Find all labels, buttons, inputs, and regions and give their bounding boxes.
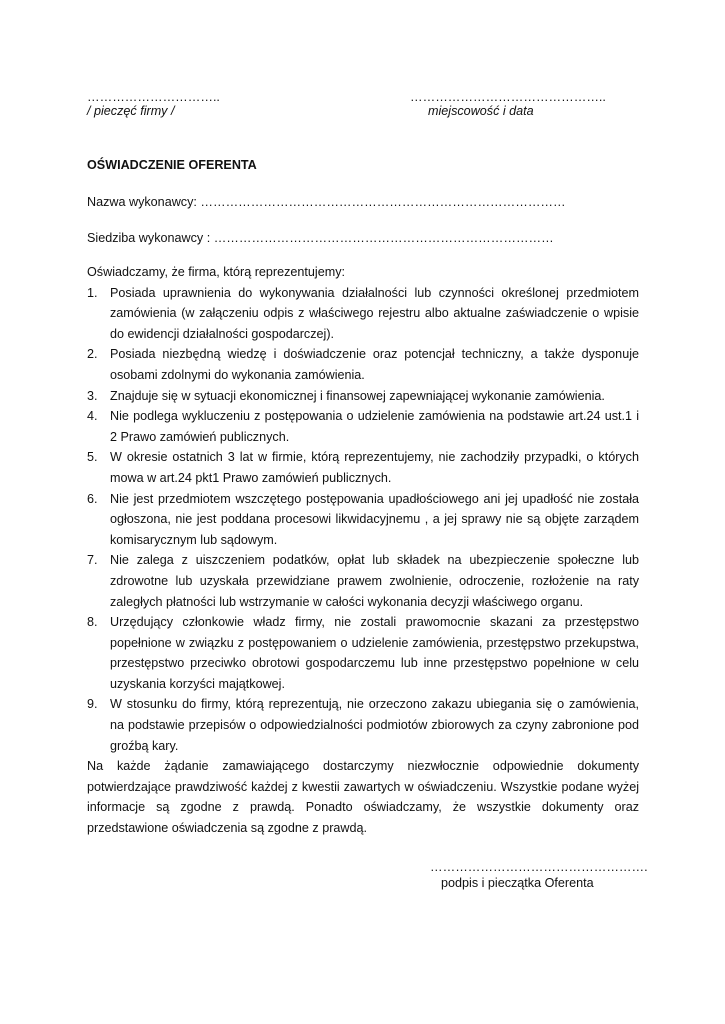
list-item-text: Nie podlega wykluczeniu z postępowania o udzielenie zamówienia na podstawie art.24 ust.1 i 2 Prawo zamówień publicznych. <box>110 409 639 444</box>
list-item <box>87 694 639 756</box>
place-date-dots: ……………………………………….. <box>410 90 606 104</box>
list-item <box>87 489 639 551</box>
list-item-number: 6. <box>87 491 98 506</box>
list-item-number: 3. <box>87 388 98 403</box>
stamp-label: / pieczęć firmy / <box>87 104 175 118</box>
closing-paragraph: Na każde żądanie zamawiającego dostarczymy niezwłocznie odpowiednie dokumenty potwierdzające prawdziwość każdej z kwestii zawartych w oświadczeniu. Wszystkie podane wyżej informacje są zgodne z prawdą. Ponadto oświadczamy, że wszystkie dokumenty oraz przedstawione oświadczenia są zgodne z prawdą. <box>87 759 639 836</box>
list-item-number: 8. <box>87 615 98 630</box>
list-item-number: 2. <box>87 347 98 362</box>
list-item-text: Nie zalega z uiszczeniem podatków, opłat lub składek na ubezpieczenie społeczne lub zdrowotne lub uzyskała przewidziane prawem zwolnienie, odroczenie, rozłożenie na raty zaległych płatności lub wstrzymanie w całości wykonania decyzji właściwego organu. <box>110 553 639 609</box>
list-item <box>87 386 639 407</box>
list-item-number: 7. <box>87 553 98 568</box>
list-item-text: Znajduje się w sytuacji ekonomicznej i finansowej zapewniającej wykonanie zamówienia. <box>110 388 605 403</box>
list-item <box>87 406 639 447</box>
list-item-text: Nie jest przedmiotem wszczętego postępowania upadłościowego ani jej upadłość nie została ogłoszona, nie jest poddana procesowi likwidacyjnemu , a jej sprawy nie są objęte zarządem komisarycznym lub sądowym. <box>110 491 639 547</box>
list-item-number: 4. <box>87 409 98 424</box>
list-item-text: Posiada niezbędną wiedzę i doświadczenie oraz potencjał techniczny, a także dysponuje osobami zdolnymi do wykonania zamówienia. <box>110 347 639 382</box>
contractor-seat-field: Siedziba wykonawcy : ……………………………………………………………………… <box>87 231 554 245</box>
list-item-text: Posiada uprawnienia do wykonywania działalności lub czynności określonej przedmiotem zamówienia (w załączeniu odpis z właściwego rejestru albo aktualne zaświadczenie o wpisie do ewidencji działalności gospodarczej). <box>110 285 639 341</box>
stamp-dots: ………………………….. <box>87 90 220 104</box>
list-item <box>87 447 639 488</box>
list-item-text: Urzędujący członkowie władz firmy, nie zostali prawomocnie skazani za przestępstwo popełnione w związku z postępowaniem o udzielenie zamówienia, przestępstwo przekupstwa, przestępstwo przeciwko obrotowi gospodarczemu lub inne przestępstwo popełnione w celu uzyskania korzyści majątkowej. <box>110 615 639 691</box>
list-item-text: W okresie ostatnich 3 lat w firmie, którą reprezentujemy, nie zachodziły przypadki, o których mowa w art.24 pkt1 Prawo zamówień publicznych. <box>110 450 639 485</box>
list-item <box>87 283 639 345</box>
declaration-body <box>87 262 639 839</box>
list-item <box>87 344 639 385</box>
signature-label: podpis i pieczątka Oferenta <box>441 876 594 890</box>
place-date-label: miejscowość i data <box>428 104 534 118</box>
list-item-text: W stosunku do firmy, którą reprezentują, nie orzeczono zakazu ubiegania się o zamówienia, na podstawie przepisów o odpowiedzialności podmiotów zbiorowych za czyny zabronione pod groźbą kary. <box>110 697 639 753</box>
list-item <box>87 550 639 612</box>
contractor-name-field: Nazwa wykonawcy: …………………………………………………………………………… <box>87 195 566 209</box>
declaration-list <box>87 283 639 757</box>
list-item-number: 5. <box>87 450 98 465</box>
list-item-number: 1. <box>87 285 98 300</box>
intro-text: Oświadczamy, że firma, którą reprezentujemy: <box>87 265 346 279</box>
list-item <box>87 612 639 694</box>
document-title: OŚWIADCZENIE OFERENTA <box>87 158 257 172</box>
list-item-number: 9. <box>87 697 98 712</box>
signature-dots: ……………………………………………. <box>430 860 648 874</box>
